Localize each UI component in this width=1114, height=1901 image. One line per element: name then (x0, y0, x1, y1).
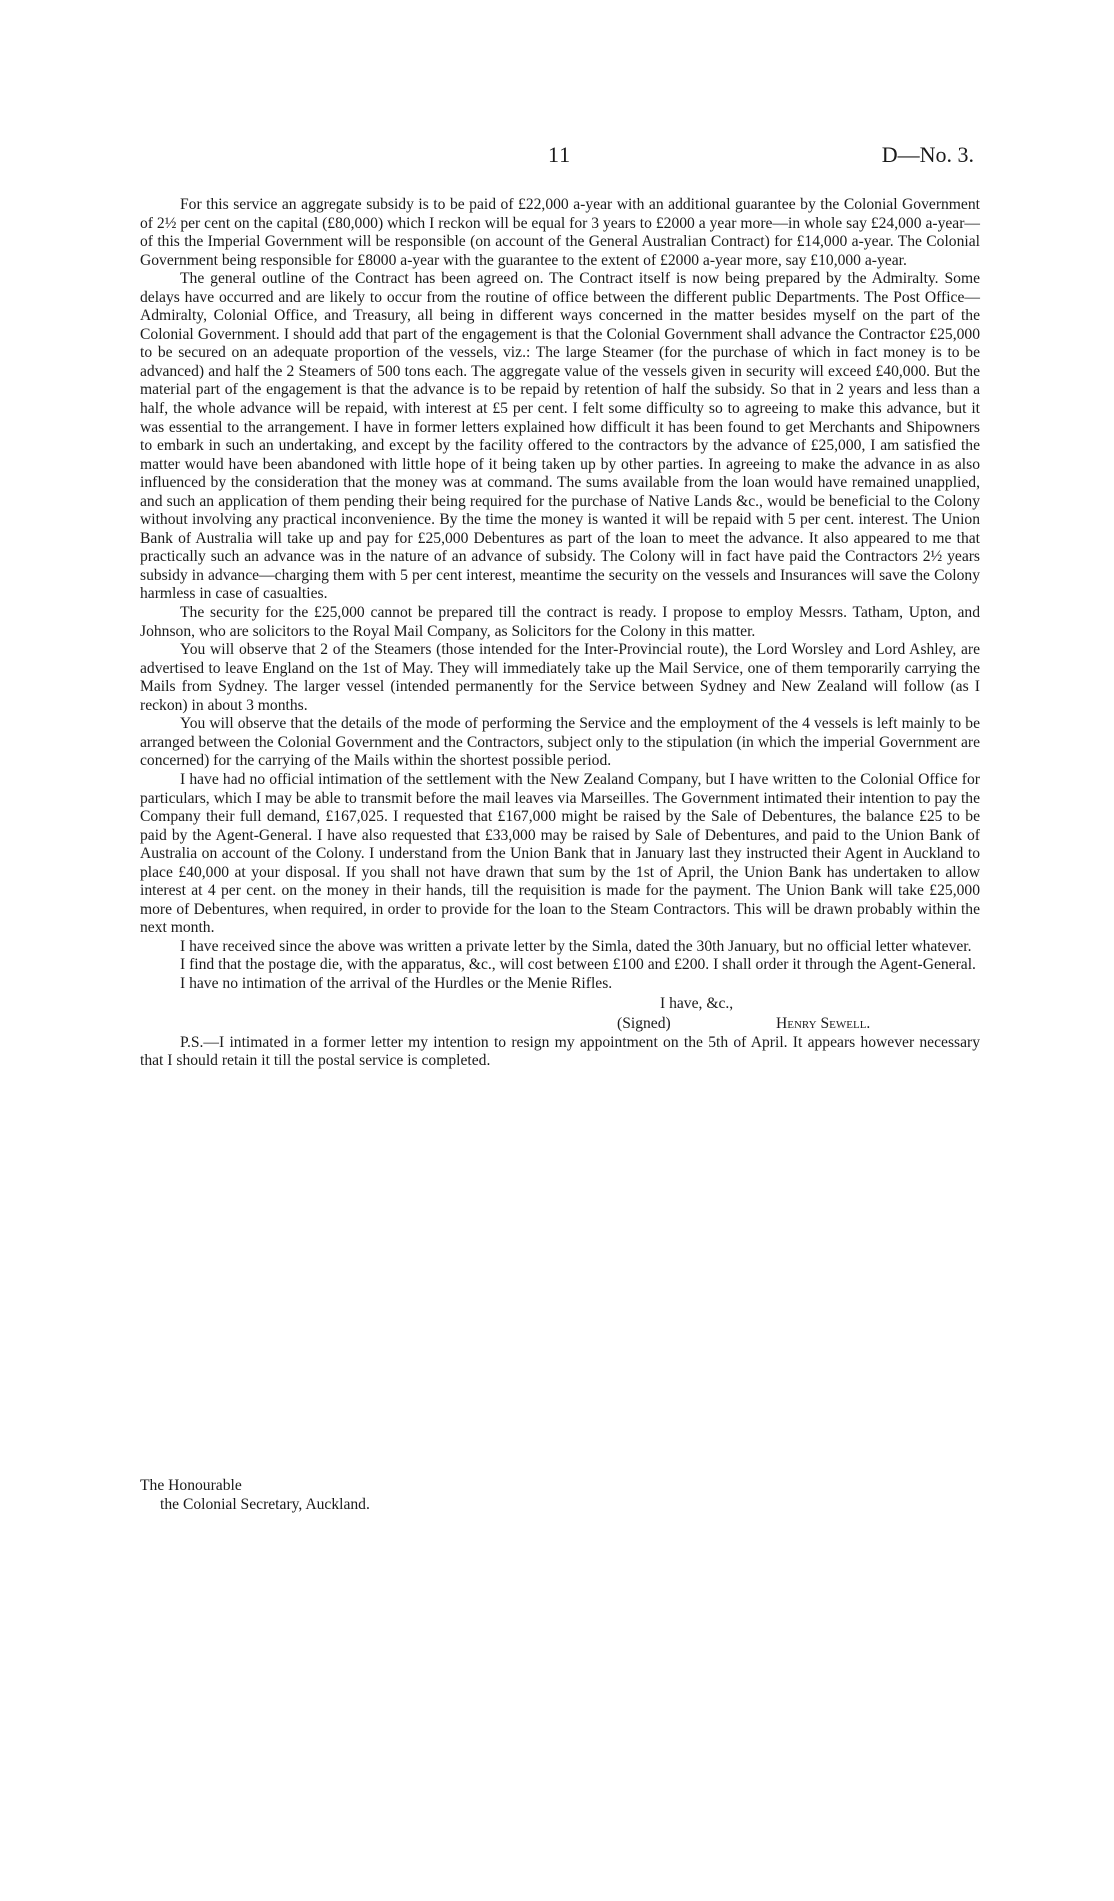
paragraph-steamers: You will observe that 2 of the Steamers (those intended for the Inter-Provincial route), the Lord Worsley and Lord Ashley, are advertised to leave England on the 1st of May. They will immediately take up the Mail Service, one of them temporarily carrying the Mails from Sydney. The larger vessel (intended permanently for the Service between Sydney and New Zealand will follow (as I reckon) in about 3 months. (140, 641, 980, 714)
paragraph-service-details: You will observe that the details of the mode of performing the Service and the employment of the 4 vessels is left mainly to be arranged between the Colonial Government and the Contractors, subject only to the stipulation (in which the imperial Government are concerned) for the carrying of the Mails within the shortest possible period. (140, 715, 980, 770)
closing-block (140, 994, 980, 1034)
paragraph-security: The security for the £25,000 cannot be prepared till the contract is ready. I propose to employ Messrs. Tatham, Upton, and Johnson, who are solicitors to the Royal Mail Company, as Solicitors for the Colony in this matter. (140, 604, 980, 640)
page-number: 11 (548, 142, 572, 167)
page-header (0, 142, 1114, 172)
postscript: P.S.—I intimated in a former letter my intention to resign my appointment on the 5th of April. It appears however necessary that I should retain it till the postal service is completed. (140, 1033, 980, 1070)
letter-body (140, 196, 980, 1071)
paragraph-hurdles: I have no intimation of the arrival of the Hurdles or the Menie Rifles. (180, 974, 613, 992)
document-reference: D—No. 3. (881, 142, 974, 167)
addressee-title: The Honourable (140, 1477, 242, 1494)
signed-note: (Signed) (617, 1014, 671, 1032)
addressee-name: the Colonial Secretary, Auckland. (160, 1496, 370, 1513)
paragraph-subsidy: For this service an aggregate subsidy is to be paid of £22,000 a-year with an additional guarantee by the Colonial Government of 2½ per cent on the capital (£80,000) which I reckon will be equal for 3 years to £2000 a year more—in whole say £24,000 a-year—of this the Imperial Government will be responsible (on account of the General Australian Contract) for £14,000 a-year. The Colonial Government being responsible for £8000 a-year with the guarantee to the extent of £2000 a-year more, say £10,000 a-year. (140, 196, 980, 269)
paragraph-nz-company: I have had no official intimation of the settlement with the New Zealand Company, but I have written to the Colonial Office for particulars, which I may be able to transmit before the mail leaves via Marseilles. The Government intimated their intention to pay the Company their full demand, £167,025. I requested that £167,000 might be raised by the Sale of Debentures, the balance £25 to be paid by the Agent-General. I have also requested that £33,000 may be raised by Sale of Debentures, and paid to the Union Bank of Australia on account of the Colony. I understand from the Union Bank that in January last they instructed their Agent in Auckland to place £40,000 at your disposal. If you shall not have drawn that sum by the 1st of April, the Union Bank has undertaken to allow interest at 4 per cent. on the money in their hands, till the requisition is made for the payment. The Union Bank will take £25,000 more of Debentures, when required, in order to provide for the loan to the Steam Contractors. This will be drawn probably within the next month. (140, 770, 980, 937)
paragraph-private-letter: I have received since the above was written a private letter by the Simla, dated the 30th January, but no official letter whatever. (180, 937, 972, 955)
signature-name: Henry Sewell. (776, 1014, 871, 1032)
closing-salutation: I have, &c., (660, 994, 734, 1012)
addressee-block (140, 1476, 370, 1514)
paragraph-contract-outline: The general outline of the Contract has been agreed on. The Contract itself is now being prepared by the Admiralty. Some delays have occurred and are likely to occur from the routine of office between the different public Departments. The Post Office—Admiralty, Colonial Office, and Treasury, all being in different ways concerned in the matter besides myself on the part of the Colonial Government. I should add that part of the engagement is that the Colonial Government shall advance the Contractor £25,000 to be secured on an adequate proportion of the vessels, viz.: The large Steamer (for the purchase of which in fact money is to be advanced) and half the 2 Steamers of 500 tons each. The aggregate value of the vessels given in security will exceed £40,000. But the material part of the engagement is that the advance is to be repaid by retention of half the subsidy. So that in 2 years and less than a half, the whole advance will be repaid, with interest at £5 per cent. I felt some difficulty so to agreeing to make this advance, but it was essential to the arrangement. I have in former letters explained how difficult it has been found to get Merchants and Shipowners to embark in such an undertaking, and except by the facility offered to the contractors by the advance of £25,000, I am satisfied the matter would have been abandoned with little hope of it being taken up by other parties. In agreeing to make the advance in as also influenced by the consideration that the money was at command. The sums available from the loan would have remained unapplied, and such an application of them pending their being required for the purchase of Native Lands &c., would be beneficial to the Colony without involving any practical inconvenience. By the time the money is wanted it will be repaid with 5 per cent. interest. The Union Bank of Australia will take up and pay for £25,000 Debentures as part of the loan to meet the advance. It also appeared to me that practically such an advance was in the nature of an advance of subsidy. The Colony will in fact have paid the Contractors 2½ years subsidy in advance—charging them with 5 per cent interest, meantime the security on the vessels and Insurances will save the Colony harmless in case of casualties. (140, 270, 980, 603)
paragraph-postage-die: I find that the postage die, with the apparatus, &c., will cost between £100 and £200. I shall order it through the Agent-General. (180, 956, 976, 974)
